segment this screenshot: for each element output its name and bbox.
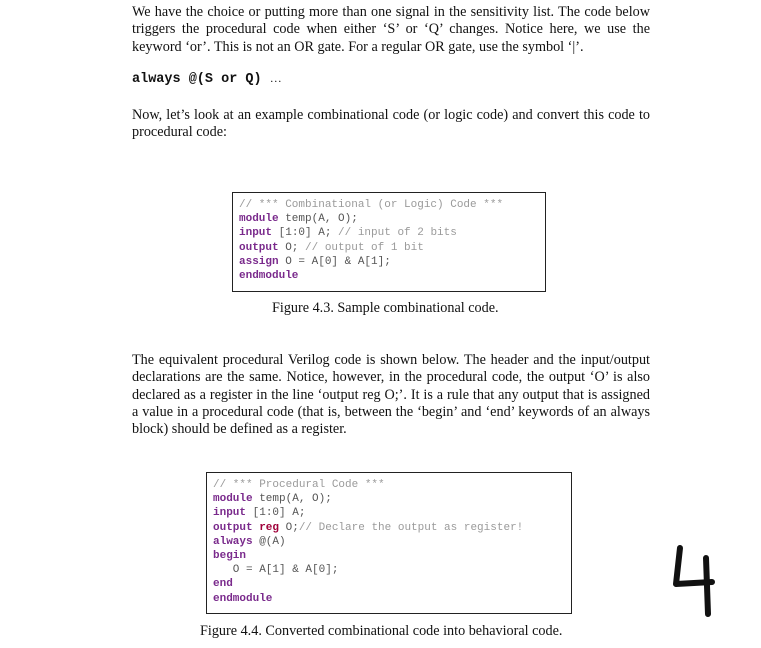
code-line: O = A[1] & A[0]; — [213, 564, 339, 577]
code-line: output O; // output of 1 bit — [239, 241, 424, 254]
always-code-text: always @(S or Q) — [132, 72, 262, 87]
always-example-code — [132, 71, 282, 87]
code-line: always @(A) — [213, 535, 286, 548]
code-line: // *** Procedural Code *** — [213, 479, 385, 491]
code-box-combinational — [232, 192, 546, 292]
code-line: input [1:0] A; // input of 2 bits — [239, 227, 457, 240]
always-ellipsis: … — [269, 71, 282, 85]
code-line: // *** Combinational (or Logic) Code *** — [239, 199, 504, 211]
code-line: begin — [213, 549, 247, 562]
code-line: endmodule — [239, 269, 299, 282]
code-line: input [1:0] A; — [213, 507, 306, 520]
code-line: end — [213, 578, 233, 591]
code-line: assign O = A[0] & A[1]; — [239, 255, 391, 268]
figure-4-3-caption: Figure 4.3. Sample combinational code. — [272, 300, 499, 316]
paragraph-sensitivity-list: We have the choice or putting more than one signal in the sensitivity list. The code below triggers the procedural code when either ‘S’ or ‘Q’ changes. Notice here, we use the keyword ‘or’. This is not an OR gate. For a regular OR gate, use the symbol ‘|’. — [132, 4, 650, 55]
code-box-procedural — [206, 472, 572, 614]
code-line: module temp(A, O); — [213, 493, 332, 506]
paragraph-procedural-explanation: The equivalent procedural Verilog code is shown below. The header and the input/output declarations are the same. Notice, however, in the procedural code, the output ‘O’ is also declared as a register in the line ‘output reg O;’. It is a rule that any output that is assigned a value in a procedural code (that is, between the ‘begin’ and ‘end’ keywords of an always block) should be defined as a register. — [132, 352, 650, 438]
code-line: output reg O;// Declare the output as register! — [213, 521, 524, 534]
handwritten-page-number — [668, 540, 718, 620]
code-line: module temp(A, O); — [239, 213, 358, 226]
figure-4-4-caption: Figure 4.4. Converted combinational code into behavioral code. — [200, 623, 563, 639]
paragraph-example-intro: Now, let’s look at an example combinational code (or logic code) and convert this code to procedural code: — [132, 107, 650, 141]
code-line: endmodule — [213, 592, 273, 605]
